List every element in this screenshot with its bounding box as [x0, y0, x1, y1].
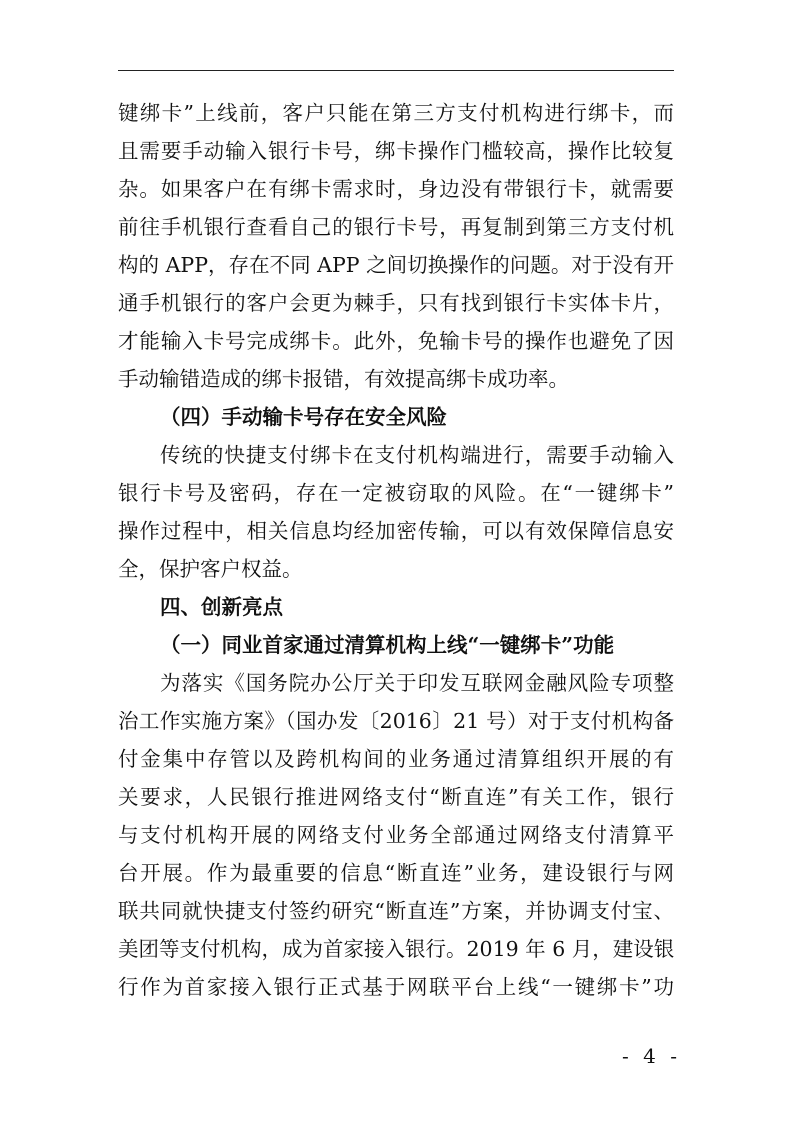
subheading: （一）同业首家通过清算机构上线“一键绑卡”功能 [160, 633, 615, 657]
section-heading: 四、创新亮点 [160, 595, 283, 619]
body-line: 联共同就快捷支付签约研究“断直连”方案，并协调支付宝、 [118, 899, 674, 923]
body-line: 键绑卡”上线前，客户只能在第三方支付机构进行绑卡，而 [118, 101, 674, 125]
body-line: 为落实《国务院办公厅关于印发互联网金融风险专项整 [160, 671, 674, 695]
body-line: 付金集中存管以及跨机构间的业务通过清算组织开展的有 [118, 747, 674, 771]
body-line: 行作为首家接入银行正式基于网联平台上线“一键绑卡”功 [118, 975, 674, 999]
body-line: 杂。如果客户在有绑卡需求时，身边没有带银行卡，就需要 [118, 177, 674, 201]
page-number: - 4 - [622, 1044, 681, 1068]
body-line: 传统的快捷支付绑卡在支付机构端进行，需要手动输入 [160, 443, 674, 467]
body-line: 才能输入卡号完成绑卡。此外，免输卡号的操作也避免了因 [118, 329, 674, 353]
body-line: 且需要手动输入银行卡号，绑卡操作门槛较高，操作比较复 [118, 139, 674, 163]
body-line: 全，保护客户权益。 [118, 557, 303, 581]
body-line: 构的 APP，存在不同 APP 之间切换操作的问题。对于没有开 [118, 253, 674, 277]
header-rule [118, 70, 674, 71]
body-line: 治工作实施方案》（国办发〔2016〕21 号）对于支付机构备 [118, 709, 674, 733]
body-line: 通手机银行的客户会更为棘手，只有找到银行卡实体卡片， [118, 291, 674, 315]
body-line: 银行卡号及密码，存在一定被窃取的风险。在“一键绑卡” [118, 481, 674, 505]
body-line: 美团等支付机构，成为首家接入银行。2019 年 6 月，建设银 [118, 937, 674, 961]
body-line: 前往手机银行查看自己的银行卡号，再复制到第三方支付机 [118, 215, 674, 239]
body-line: 操作过程中，相关信息均经加密传输，可以有效保障信息安 [118, 519, 674, 543]
body-line: 手动输错造成的绑卡报错，有效提高绑卡成功率。 [118, 367, 569, 391]
subheading: （四）手动输卡号存在安全风险 [160, 405, 447, 429]
body-line: 关要求，人民银行推进网络支付“断直连”有关工作，银行 [118, 785, 674, 809]
body-line: 与支付机构开展的网络支付业务全部通过网络支付清算平 [118, 823, 674, 847]
body-line: 台开展。作为最重要的信息“断直连”业务，建设银行与网 [118, 861, 674, 885]
